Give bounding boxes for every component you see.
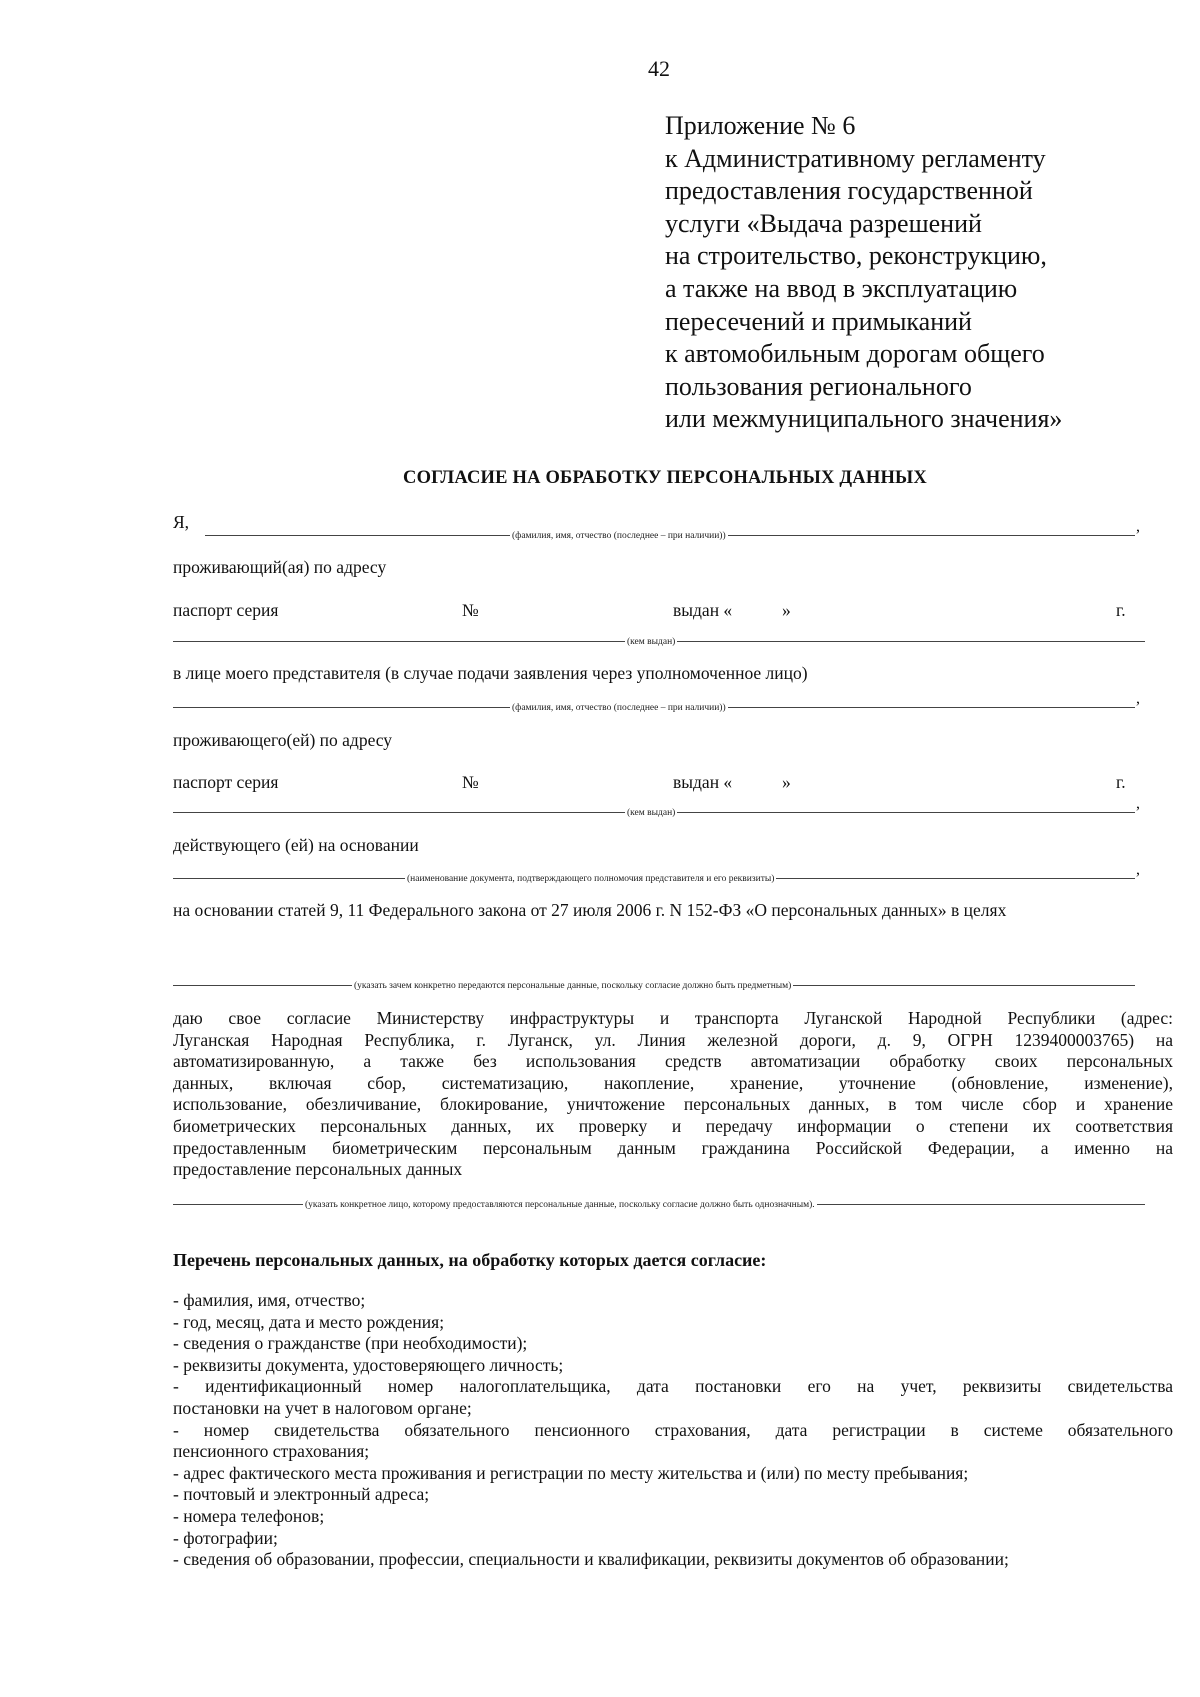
rep-year-label: г. bbox=[1116, 772, 1126, 792]
appendix-header bbox=[665, 110, 1185, 436]
appendix-line: пользования регионального bbox=[665, 371, 972, 401]
rep-passport-series-label: паспорт серия bbox=[173, 772, 279, 792]
comma: , bbox=[1136, 795, 1140, 812]
consent-line: даю свое согласие Министерству инфраструктуры и транспорта Луганской Народной Республики (адрес: bbox=[173, 1008, 1173, 1028]
list-item: - фотографии; bbox=[173, 1527, 278, 1548]
appendix-line: а также на ввод в эксплуатацию bbox=[665, 273, 1018, 303]
acting-caption: (наименование документа, подтверждающего полномочия представителя и его реквизиты) bbox=[407, 874, 775, 884]
appendix-line: предоставления государственной bbox=[665, 176, 1033, 206]
rep-issued-close: » bbox=[782, 772, 791, 792]
comma: , bbox=[1136, 690, 1140, 707]
comma: , bbox=[1136, 861, 1140, 878]
appendix-line: Приложение № 6 bbox=[665, 111, 856, 140]
issued-label: выдан « bbox=[673, 600, 733, 620]
fio-caption: (фамилия, имя, отчество (последнее – при наличии)) bbox=[512, 531, 726, 541]
consent-line: биометрических персональных данных, их проверку и передачу информации о степени их соответствия bbox=[173, 1115, 1173, 1136]
consent-line: данных, включая сбор, систематизацию, накопление, хранение, уточнение (обновление, изменение), bbox=[173, 1072, 1173, 1093]
issued-by-caption: (кем выдан) bbox=[627, 637, 676, 647]
list-item: - фамилия, имя, отчество; bbox=[173, 1290, 366, 1310]
list-item: - сведения о гражданстве (при необходимости); bbox=[173, 1333, 528, 1354]
consent-line: автоматизированную, а также без использования средств автоматизации обработку своих персональных bbox=[173, 1051, 1173, 1072]
appendix-line: пересечений и примыканий bbox=[665, 306, 972, 336]
document-title: СОГЛАСИЕ НА ОБРАБОТКУ ПЕРСОНАЛЬНЫХ ДАННЫХ bbox=[403, 468, 927, 488]
purpose-caption: (указать зачем конкретно передаются персональные данные, поскольку согласие должно быть предметным) bbox=[354, 981, 792, 991]
page-number: 42 bbox=[648, 56, 670, 81]
consent-line: использование, обезличивание, блокирование, уничтожение персональных данных, в том числе сбор и хранение bbox=[173, 1094, 1173, 1115]
law-text: на основании статей 9, 11 Федерального закона от 27 июля 2006 г. N 152-ФЗ «О персональных данных» в целях bbox=[173, 900, 1007, 920]
year-label: г. bbox=[1116, 600, 1126, 620]
list-item: - номера телефонов; bbox=[173, 1505, 325, 1526]
representative-label: в лице моего представителя (в случае подачи заявления через уполномоченное лицо) bbox=[173, 663, 808, 683]
comma: , bbox=[1136, 518, 1140, 535]
i-label: Я, bbox=[173, 512, 190, 532]
appendix-line: услуги «Выдача разрешений bbox=[665, 208, 982, 238]
consent-line: предоставленным биометрическим персональным данным гражданина Российской Федерации, а именно на bbox=[173, 1137, 1173, 1158]
number-sign: № bbox=[462, 600, 479, 620]
list-item: - реквизиты документа, удостоверяющего личность; bbox=[173, 1354, 564, 1375]
consent-paragraph bbox=[173, 1008, 1173, 1181]
list-item: - идентификационный номер налогоплательщика, дата постановки его на учет, реквизиты свидетельства постановки на учет в налоговом органе; bbox=[173, 1376, 1173, 1418]
rep-residing-label: проживающего(ей) по адресу bbox=[173, 730, 393, 750]
rep-number-sign: № bbox=[462, 772, 479, 792]
list-item: - номер свидетельства обязательного пенсионного страхования, дата регистрации в системе обязательного пенсионного страхования; bbox=[173, 1419, 1173, 1462]
acting-label: действующего (ей) на основании bbox=[173, 835, 419, 855]
rep-issued-label: выдан « bbox=[673, 772, 733, 792]
appendix-line: или межмуниципального значения» bbox=[665, 404, 1063, 434]
list-item: - сведения об образовании, профессии, специальности и квалификации, реквизиты документов об образовании; bbox=[173, 1549, 1009, 1570]
issued-close: » bbox=[782, 600, 791, 620]
rep-fio-caption: (фамилия, имя, отчество (последнее – при наличии)) bbox=[512, 703, 726, 713]
consent-line: предоставление персональных данных bbox=[173, 1159, 463, 1180]
recipient-caption: (указать конкретное лицо, которому предоставляются персональные данные, поскольку согласие должно быть однозначным). bbox=[305, 1200, 815, 1210]
appendix-line: к автомобильным дорогам общего bbox=[665, 339, 1045, 369]
rep-issued-by-caption: (кем выдан) bbox=[627, 808, 676, 818]
list-item: - год, месяц, дата и место рождения; bbox=[173, 1311, 445, 1332]
consent-line: Луганская Народная Республика, г. Луганск, ул. Линия железной дороги, д. 9, ОГРН 1239400003765) на bbox=[173, 1029, 1173, 1050]
residing-label: проживающий(ая) по адресу bbox=[173, 557, 387, 577]
personal-data-list bbox=[173, 1290, 1173, 1571]
list-item: - почтовый и электронный адреса; bbox=[173, 1484, 430, 1505]
list-heading: Перечень персональных данных, на обработку которых дается согласие: bbox=[173, 1250, 767, 1270]
appendix-line: к Административному регламенту bbox=[665, 143, 1046, 173]
passport-series-label: паспорт серия bbox=[173, 600, 279, 620]
list-item: - адрес фактического места проживания и регистрации по месту жительства и (или) по месту пребывания; bbox=[173, 1462, 969, 1483]
appendix-line: на строительство, реконструкцию, bbox=[665, 241, 1047, 271]
